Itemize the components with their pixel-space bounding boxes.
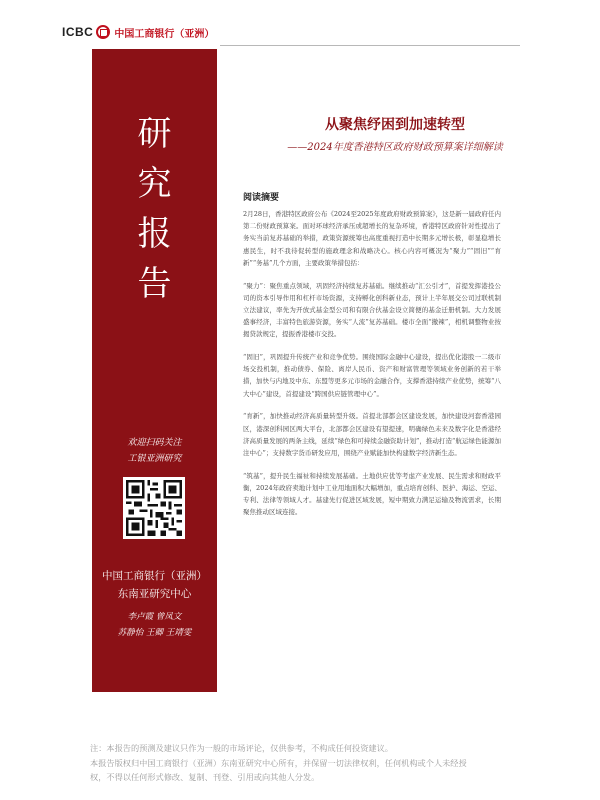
bank-name: 中国工商银行（亚洲） (114, 28, 215, 40)
summary-paragraph: “固旧”，巩固提升传统产业和竞争优势。围绕国际金融中心建设，提出优化港股一二级市场交投机制，推动债券、保险、离岸人民币、资产和财富管理等领域业务创新的若干举措，加快与内地及中东、东盟等更多元市场的金融合作，支撑香港持续产业优势，统筹“八大中心”建设，首提建设“跨国供应链管理中心”。 (243, 353, 501, 398)
follow-prompt (92, 435, 217, 467)
report-subtitle: ——2024年度香港特区政府财政预算案详细解读 (287, 142, 503, 153)
sidebar (92, 49, 217, 692)
follow-line: 工银亚洲研究 (127, 454, 182, 464)
report-title: 从聚焦纾困到加速转型 (325, 117, 465, 133)
sidebar-title-char: 报 (137, 214, 172, 254)
summary-paragraph: “育新”，加快推动经济高质量转型升级。首提北部都会区建设发展，加快建设河套香港园区，港深创科园区两大平台，北部都会区建设有望提速，明确绿色未来及数字化是香港经济高质量发展的两条主线，延续“绿色和可持续金融资助计划”，推动打造“航运绿色能源加注中心”；支持数字货币研发应用，围绕产业赋能加快构建数字经济新生态。 (243, 412, 501, 457)
disclaimer-line: 注：本报告的预测及建议只作为一般的市场评论，仅供参考，不构成任何投资建议。 (90, 743, 393, 753)
sidebar-title-char: 究 (137, 164, 172, 204)
page-header (0, 0, 600, 44)
sidebar-title-char: 研 (137, 114, 172, 154)
summary-paragraph: “聚力”：聚焦重点领域，巩固经济持续复苏基础。继续推动“汇公引才”，首提发挥港投公司的资本引导作用和杠杆市场资源，支持孵化创科新业态，预计上半年展交公司过联机制立法建议，率先为开放式基金型公司和有限合伙基金设立简便的基金迁册机制。大力发展盛事经济，丰富特色旅游资源，务实“人流”复苏基础。楼市全面“撤辣”，相机调整物业按揭贷款规定，提振香港楼市交投。 (243, 281, 501, 339)
bank-logo[interactable] (62, 24, 214, 40)
summary-heading: 阅读摘要 (243, 193, 280, 203)
qr-code-icon[interactable] (123, 477, 185, 539)
disclaimer-line: 权，不得以任何形式修改、复制、刊登、引用或向其他人分发。 (90, 772, 320, 782)
logo-text: ICBC (62, 25, 94, 39)
summary-paragraph: “筑基”，提升民生福祉和持续发展基础。土地供应优等考虑产业发展、民生需求和财政平衡，2024年政府卖地计划中工业用地面积大幅增加，重点培育创科、医护、海运、空运、专利、法律等领域人才。基建先行促进区域发展，短中期致力满足运输及物流需求，长期聚焦推动区域连接。 (243, 471, 501, 517)
org-line: 东南亚研究中心 (117, 588, 192, 600)
summary-body (243, 208, 501, 529)
sidebar-title (92, 109, 217, 309)
author-line: 苏静怡 王卿 王靖雯 (117, 628, 192, 638)
sidebar-title-char: 告 (137, 264, 172, 304)
research-center (92, 567, 217, 603)
author-line: 李卢霞 曾凤文 (127, 612, 182, 622)
follow-line: 欢迎扫码关注 (127, 438, 182, 448)
icbc-logo-icon (96, 25, 110, 39)
disclaimer-line: 本报告版权归中国工商银行（亚洲）东南亚研究中心所有，并保留一切法律权利，任何机构或个人未经授 (90, 757, 467, 768)
authors (92, 609, 217, 641)
org-line: 中国工商银行（亚洲） (102, 570, 207, 582)
disclaimer (90, 741, 520, 785)
header-divider (220, 45, 520, 46)
summary-paragraph: 2月28日，香港特区政府公布《2024至2025年度政府财政预算案》，这是新一届政府任内第二份财政预算案。面对环球经济承压或超增长的复杂环境，香港特区政府针对性提出了务实当前复苏基础的举措，政策资源统筹也高度重视打造中长期多元增长极，彰显稳增长惠民生，时不我待促转型的施政理念和战略决心。核心内容可概况为“聚力”“固旧”“育新”“务基”几个方面，主要政策举措包括： (243, 210, 501, 267)
